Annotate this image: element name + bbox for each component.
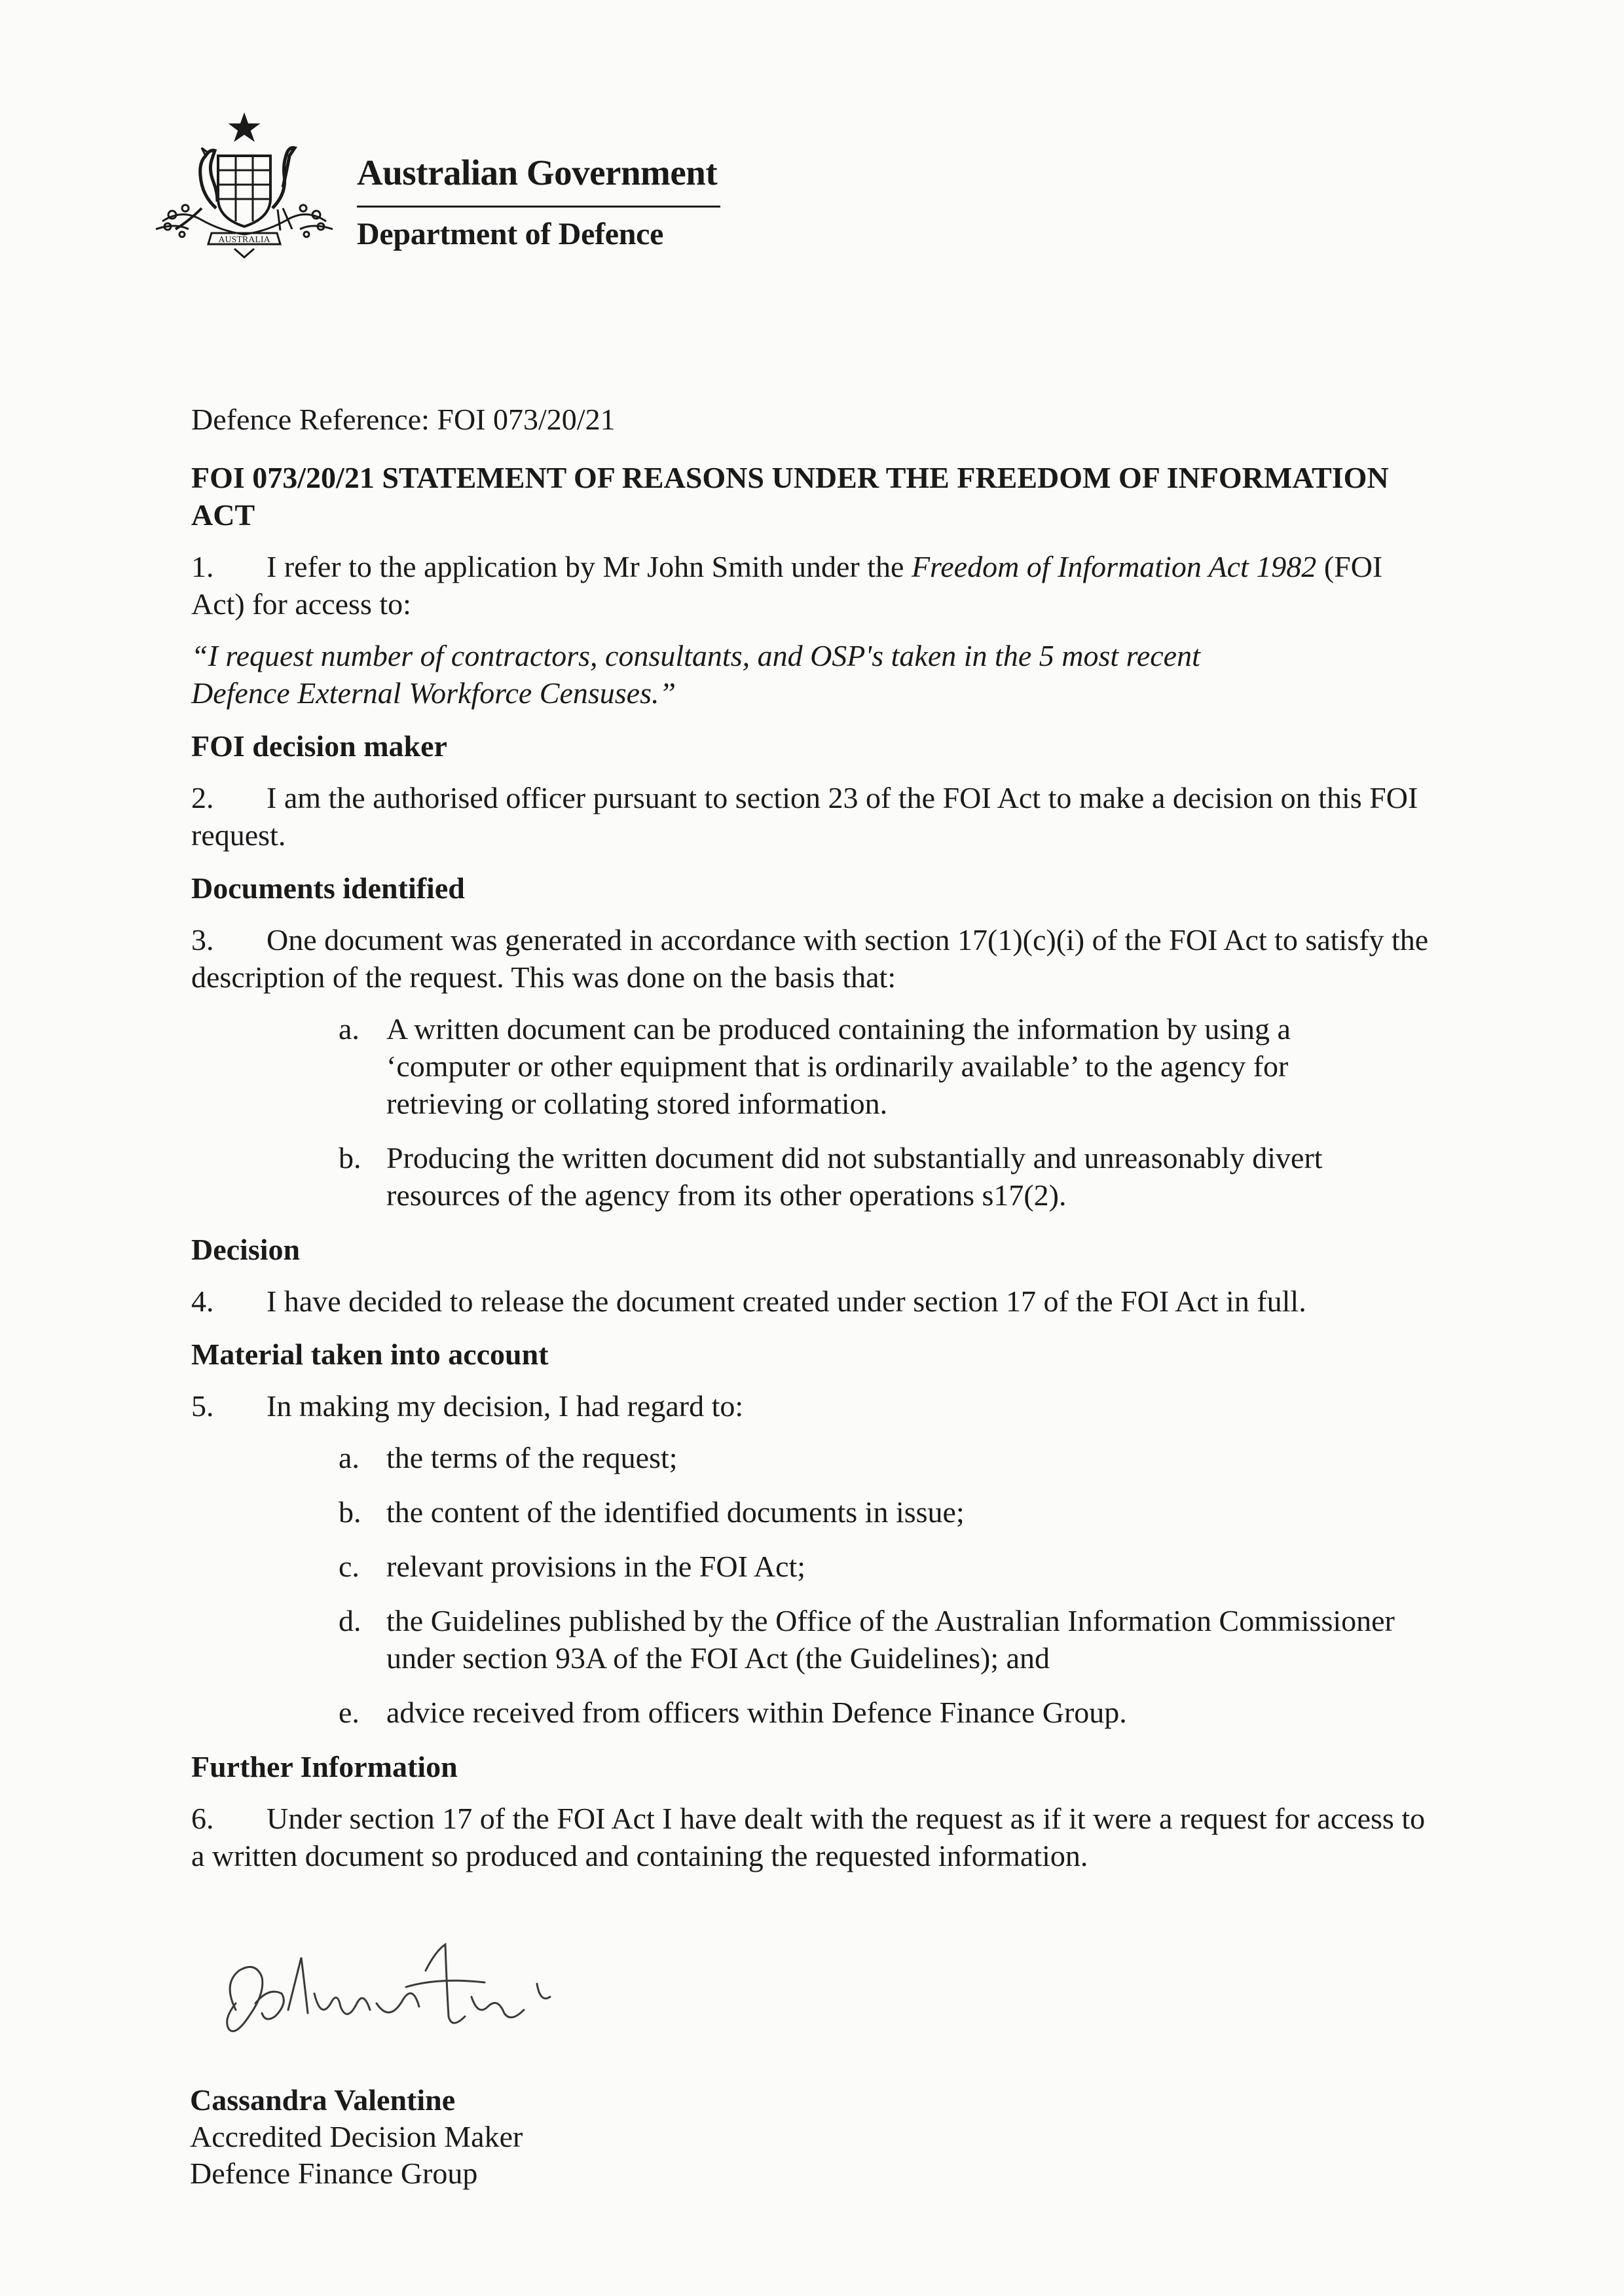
act-name: Freedom of Information Act 1982: [911, 550, 1317, 583]
document-title: FOI 073/20/21 STATEMENT OF REASONS UNDER THE FREEDOM OF INFORMATION ACT: [191, 461, 1389, 532]
coat-of-arms-icon: [149, 110, 339, 261]
list-text: A written document can be produced containing the information by using a ‘computer or other equipment that is ordinarily available’ to the agency for retrieving or collating stored information.: [386, 1012, 1291, 1120]
paragraph-4-text: I have decided to release the document created under section 17 of the FOI Act in full.: [267, 1285, 1306, 1318]
paragraph-1-pre: I refer to the application by Mr John Smith under the: [267, 550, 912, 583]
list-letter: d.: [339, 1604, 361, 1637]
list-text: Producing the written document did not substantially and unreasonably divert resources of the agency from its other operations s17(2).: [386, 1141, 1323, 1212]
paragraph-5-text: In making my decision, I had regard to:: [267, 1389, 744, 1423]
list-item: [191, 1139, 1408, 1214]
paragraph-number: 3.: [191, 923, 214, 957]
paragraph-5: [191, 1387, 1435, 1425]
list-text: the terms of the request;: [386, 1441, 678, 1474]
crest-scroll-label: AUSTRALIA: [218, 235, 270, 245]
request-quote: “I request number of contractors, consultants, and OSP's taken in the 5 most recent Defence External Workforce Censuses.”: [191, 639, 1200, 710]
list-item: [191, 1439, 1408, 1476]
department-name: Department of Defence: [357, 217, 664, 251]
paragraph-3: [191, 921, 1435, 996]
signer-group: Defence Finance Group: [190, 2157, 478, 2190]
paragraph-number: 6.: [191, 1802, 214, 1835]
list-letter: b.: [339, 1495, 361, 1529]
list-text: advice received from officers within Defence Finance Group.: [386, 1696, 1127, 1729]
heading-material: Material taken into account: [191, 1338, 549, 1371]
list-letter: b.: [339, 1141, 361, 1175]
heading-documents-identified: Documents identified: [191, 871, 465, 905]
list-item: [191, 1493, 1408, 1531]
handwritten-signature: [210, 1931, 707, 2062]
list-item: [191, 1602, 1408, 1677]
list-letter: c.: [339, 1550, 360, 1583]
signer-role: Accredited Decision Maker: [190, 2120, 523, 2153]
list-letter: a.: [339, 1441, 360, 1474]
heading-further-information: Further Information: [191, 1750, 458, 1783]
list-letter: a.: [339, 1012, 360, 1046]
paragraph-number: 4.: [191, 1285, 214, 1318]
list-letter: e.: [339, 1696, 360, 1729]
paragraph-number: 5.: [191, 1389, 214, 1423]
list-item: [191, 1694, 1408, 1731]
paragraph-3-text: One document was generated in accordance with section 17(1)(c)(i) of the FOI Act to satisfy the description of the request. This was done on the basis that:: [191, 923, 1429, 994]
paragraph-6-text: Under section 17 of the FOI Act I have dealt with the request as if it were a request for access to a written document so produced and containing the requested information.: [191, 1802, 1426, 1872]
paragraph-2-text: I am the authorised officer pursuant to section 23 of the FOI Act to make a decision on this FOI request.: [191, 781, 1418, 852]
government-name: Australian Government: [357, 153, 718, 192]
paragraph-1: [191, 548, 1435, 623]
list-text: the Guidelines published by the Office of the Australian Information Commissioner under section 93A of the FOI Act (the Guidelines); and: [386, 1604, 1395, 1675]
paragraph-1-post: (FOI Act) for access to:: [191, 550, 1383, 621]
paragraph-6: [191, 1800, 1435, 1874]
list-text: relevant provisions in the FOI Act;: [386, 1550, 806, 1583]
list-item: [191, 1010, 1408, 1122]
signer-name: Cassandra Valentine: [190, 2083, 456, 2117]
defence-reference: Defence Reference: FOI 073/20/21: [191, 403, 616, 436]
list-item: [191, 1548, 1408, 1585]
paragraph-4: [191, 1283, 1435, 1320]
signature-block: [190, 2082, 523, 2192]
heading-decision-maker: FOI decision maker: [191, 729, 447, 763]
paragraph-2: [191, 779, 1435, 854]
letterhead-divider: [357, 206, 720, 208]
paragraph-number: 1.: [191, 550, 214, 583]
list-text: the content of the identified documents in issue;: [386, 1495, 965, 1529]
paragraph-number: 2.: [191, 781, 214, 814]
document-body: [191, 401, 1435, 1889]
heading-decision: Decision: [191, 1233, 301, 1266]
